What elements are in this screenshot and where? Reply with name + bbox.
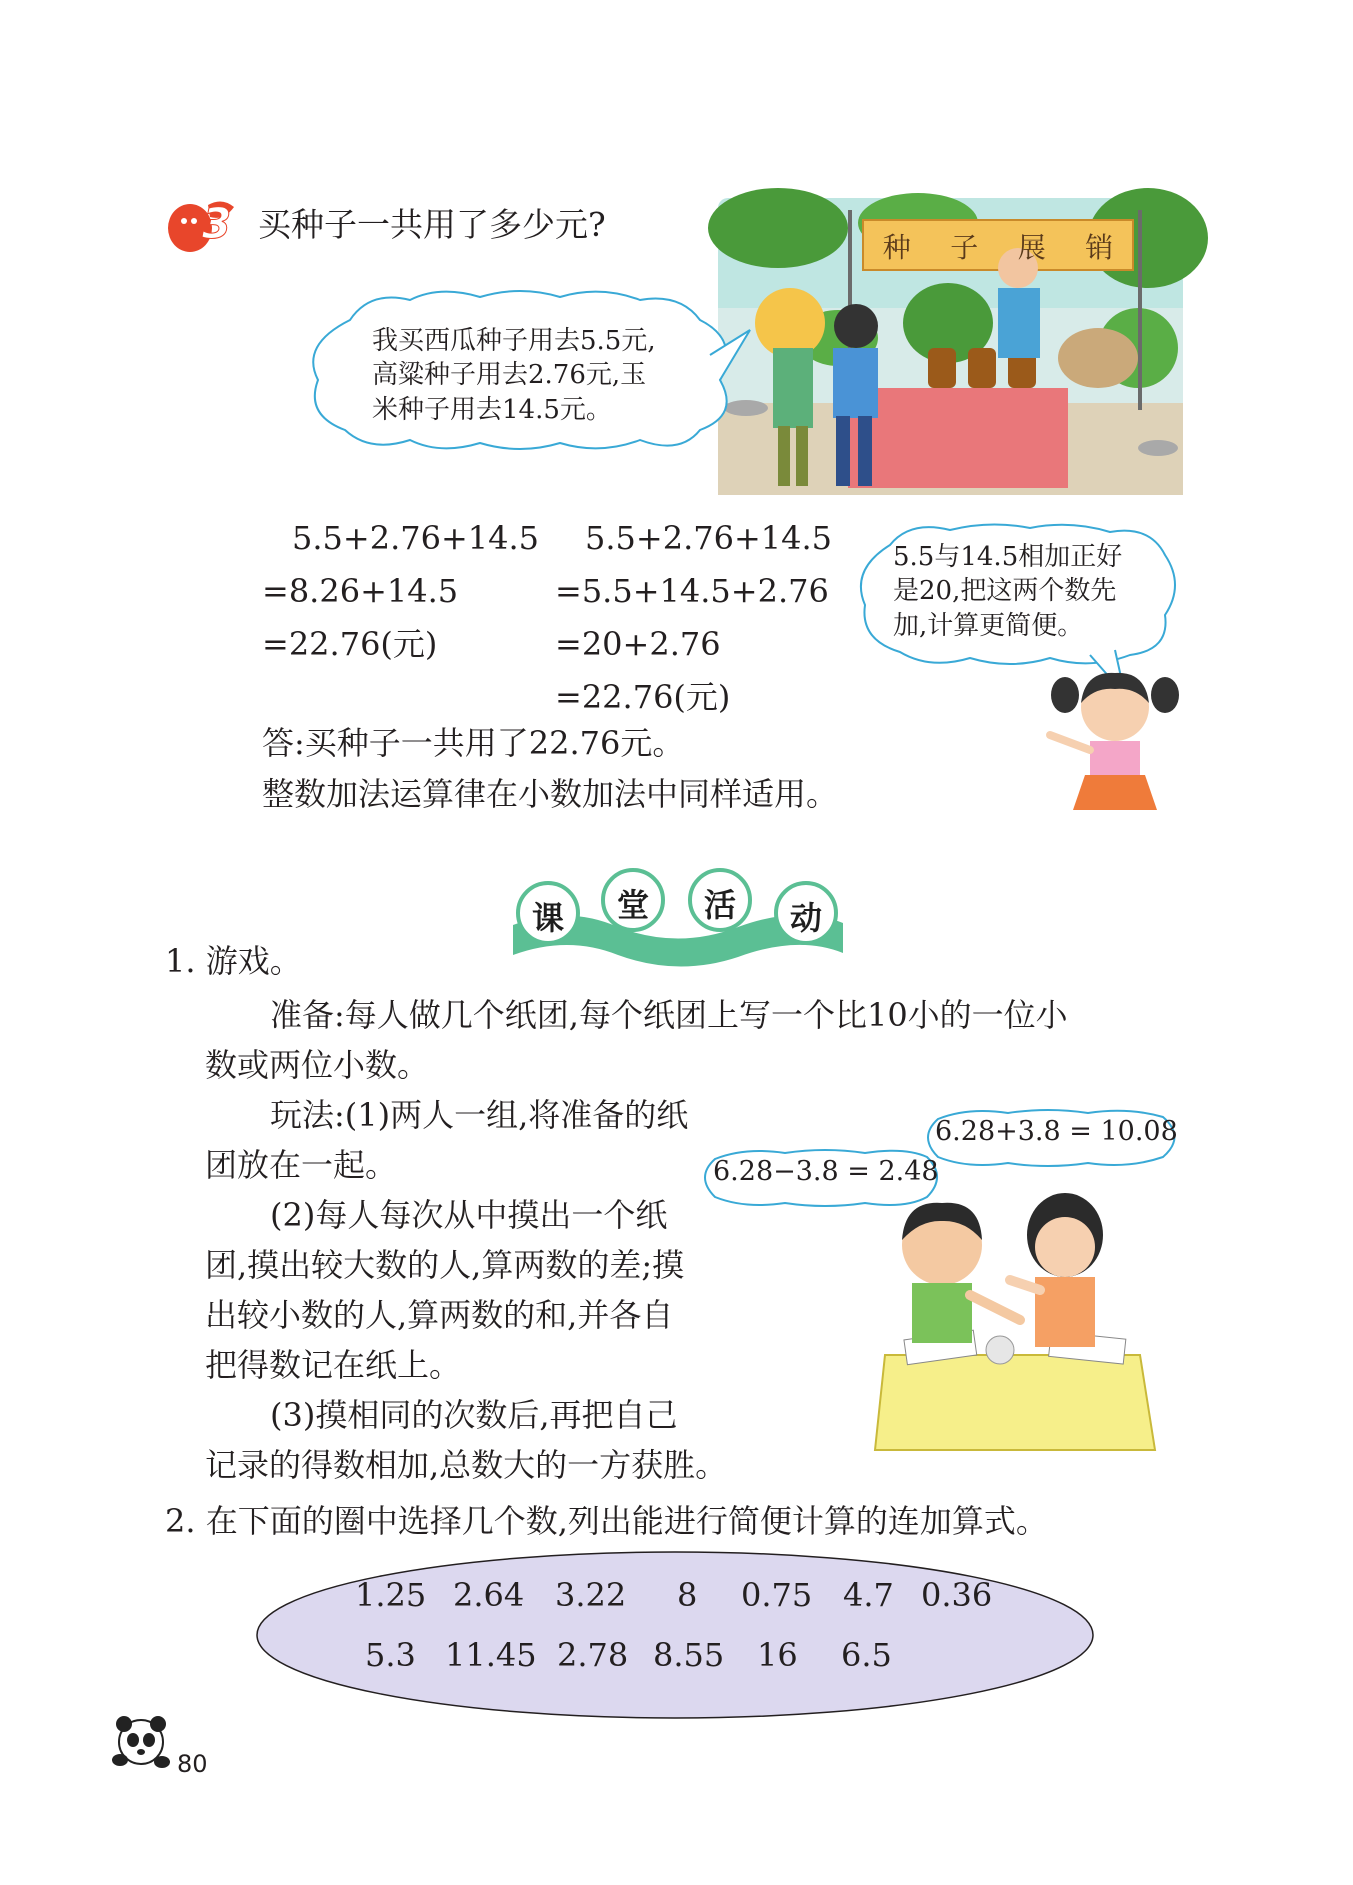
speech-girl-text [893,540,1122,643]
para-line: 团,摸出较大数的人,算两数的差;摸 [205,1246,685,1284]
banner-char: 堂 [617,886,650,924]
para-line: 数或两位小数。 [205,1046,430,1084]
sign-char: 销 [1085,231,1114,264]
number-item: 6.5 [841,1636,892,1674]
sign-char: 种 [882,231,911,264]
task1-title: 1. 游戏。 [165,942,302,980]
number-item: 16 [757,1636,798,1674]
booth-sign [863,224,1133,268]
number-item: 4.7 [843,1576,894,1614]
calc-line: =22.76(元) [555,678,731,716]
calc-left [262,512,539,671]
number-item: 8 [677,1576,698,1614]
number-item: 0.36 [921,1576,993,1614]
example-number: 3 [202,199,232,248]
para-line: 玩法:(1)两人一组,将准备的纸 [270,1096,689,1134]
number-item: 8.55 [653,1636,725,1674]
number-item: 1.25 [355,1576,427,1614]
diff-bubble-text: 6.28−3.8 = 2.48 [713,1156,939,1187]
seed-booth-illustration [718,198,1183,495]
page-number: 80 [177,1750,208,1778]
banner-char: 动 [790,899,823,937]
number-item: 2.78 [557,1636,629,1674]
para-line: 记录的得数相加,总数大的一方获胜。 [205,1446,728,1484]
para-line: 把得数记在纸上。 [205,1346,462,1384]
task2-title: 2. 在下面的圈中选择几个数,列出能进行简便计算的连加算式。 [165,1502,1048,1540]
speech-line: 是20,把这两个数先 [893,576,1117,607]
para-line: 准备:每人做几个纸团,每个纸团上写一个比10小的一位小 [270,996,1068,1034]
speech-boy-text [372,324,656,427]
task1-prep [205,990,1068,1090]
banner-char: 课 [532,899,565,937]
answer-text: 答:买种子一共用了22.76元。 [262,724,685,762]
calc-line: 5.5+2.76+14.5 [292,519,540,557]
number-item: 11.45 [445,1636,537,1674]
activity-banner [508,865,848,960]
calc-line: 5.5+2.76+14.5 [585,519,833,557]
girl-pointing-illustration [1045,665,1185,810]
rule-text: 整数加法运算律在小数加法中同样适用。 [262,775,839,813]
number-item: 0.75 [741,1576,813,1614]
speech-line: 加,计算更简便。 [893,610,1084,641]
calc-line: =20+2.76 [555,625,721,663]
banner-char: 活 [704,886,737,924]
children-game-illustration [870,1185,1160,1455]
sign-char: 子 [950,231,979,264]
sum-bubble-text: 6.28+3.8 = 10.08 [935,1116,1178,1147]
speech-line: 米种子用去14.5元。 [372,394,612,425]
number-item: 2.64 [453,1576,525,1614]
task1-play1 [205,1090,688,1190]
number-item: 5.3 [365,1636,416,1674]
example-question: 买种子一共用了多少元? [258,205,606,244]
task1-play2 [205,1190,684,1390]
para-line: (2)每人每次从中摸出一个纸 [270,1196,668,1234]
calc-line: =8.26+14.5 [262,572,459,610]
speech-line: 5.5与14.5相加正好 [893,542,1123,572]
para-line: 团放在一起。 [205,1146,398,1184]
task1-play3 [205,1390,727,1490]
sign-char: 展 [1017,231,1046,264]
calc-line: =22.76(元) [262,625,438,663]
panda-icon [110,1712,172,1774]
para-line: 出较小数的人,算两数的和,并各自 [205,1296,674,1334]
speech-line: 我买西瓜种子用去5.5元, [372,326,656,356]
para-line: (3)摸相同的次数后,再把自己 [270,1396,678,1434]
calc-line: =5.5+14.5+2.76 [555,572,829,610]
example-badge [162,195,252,255]
number-item: 3.22 [555,1576,627,1614]
speech-line: 高粱种子用去2.76元,玉 [372,360,647,391]
calc-right [555,512,832,724]
